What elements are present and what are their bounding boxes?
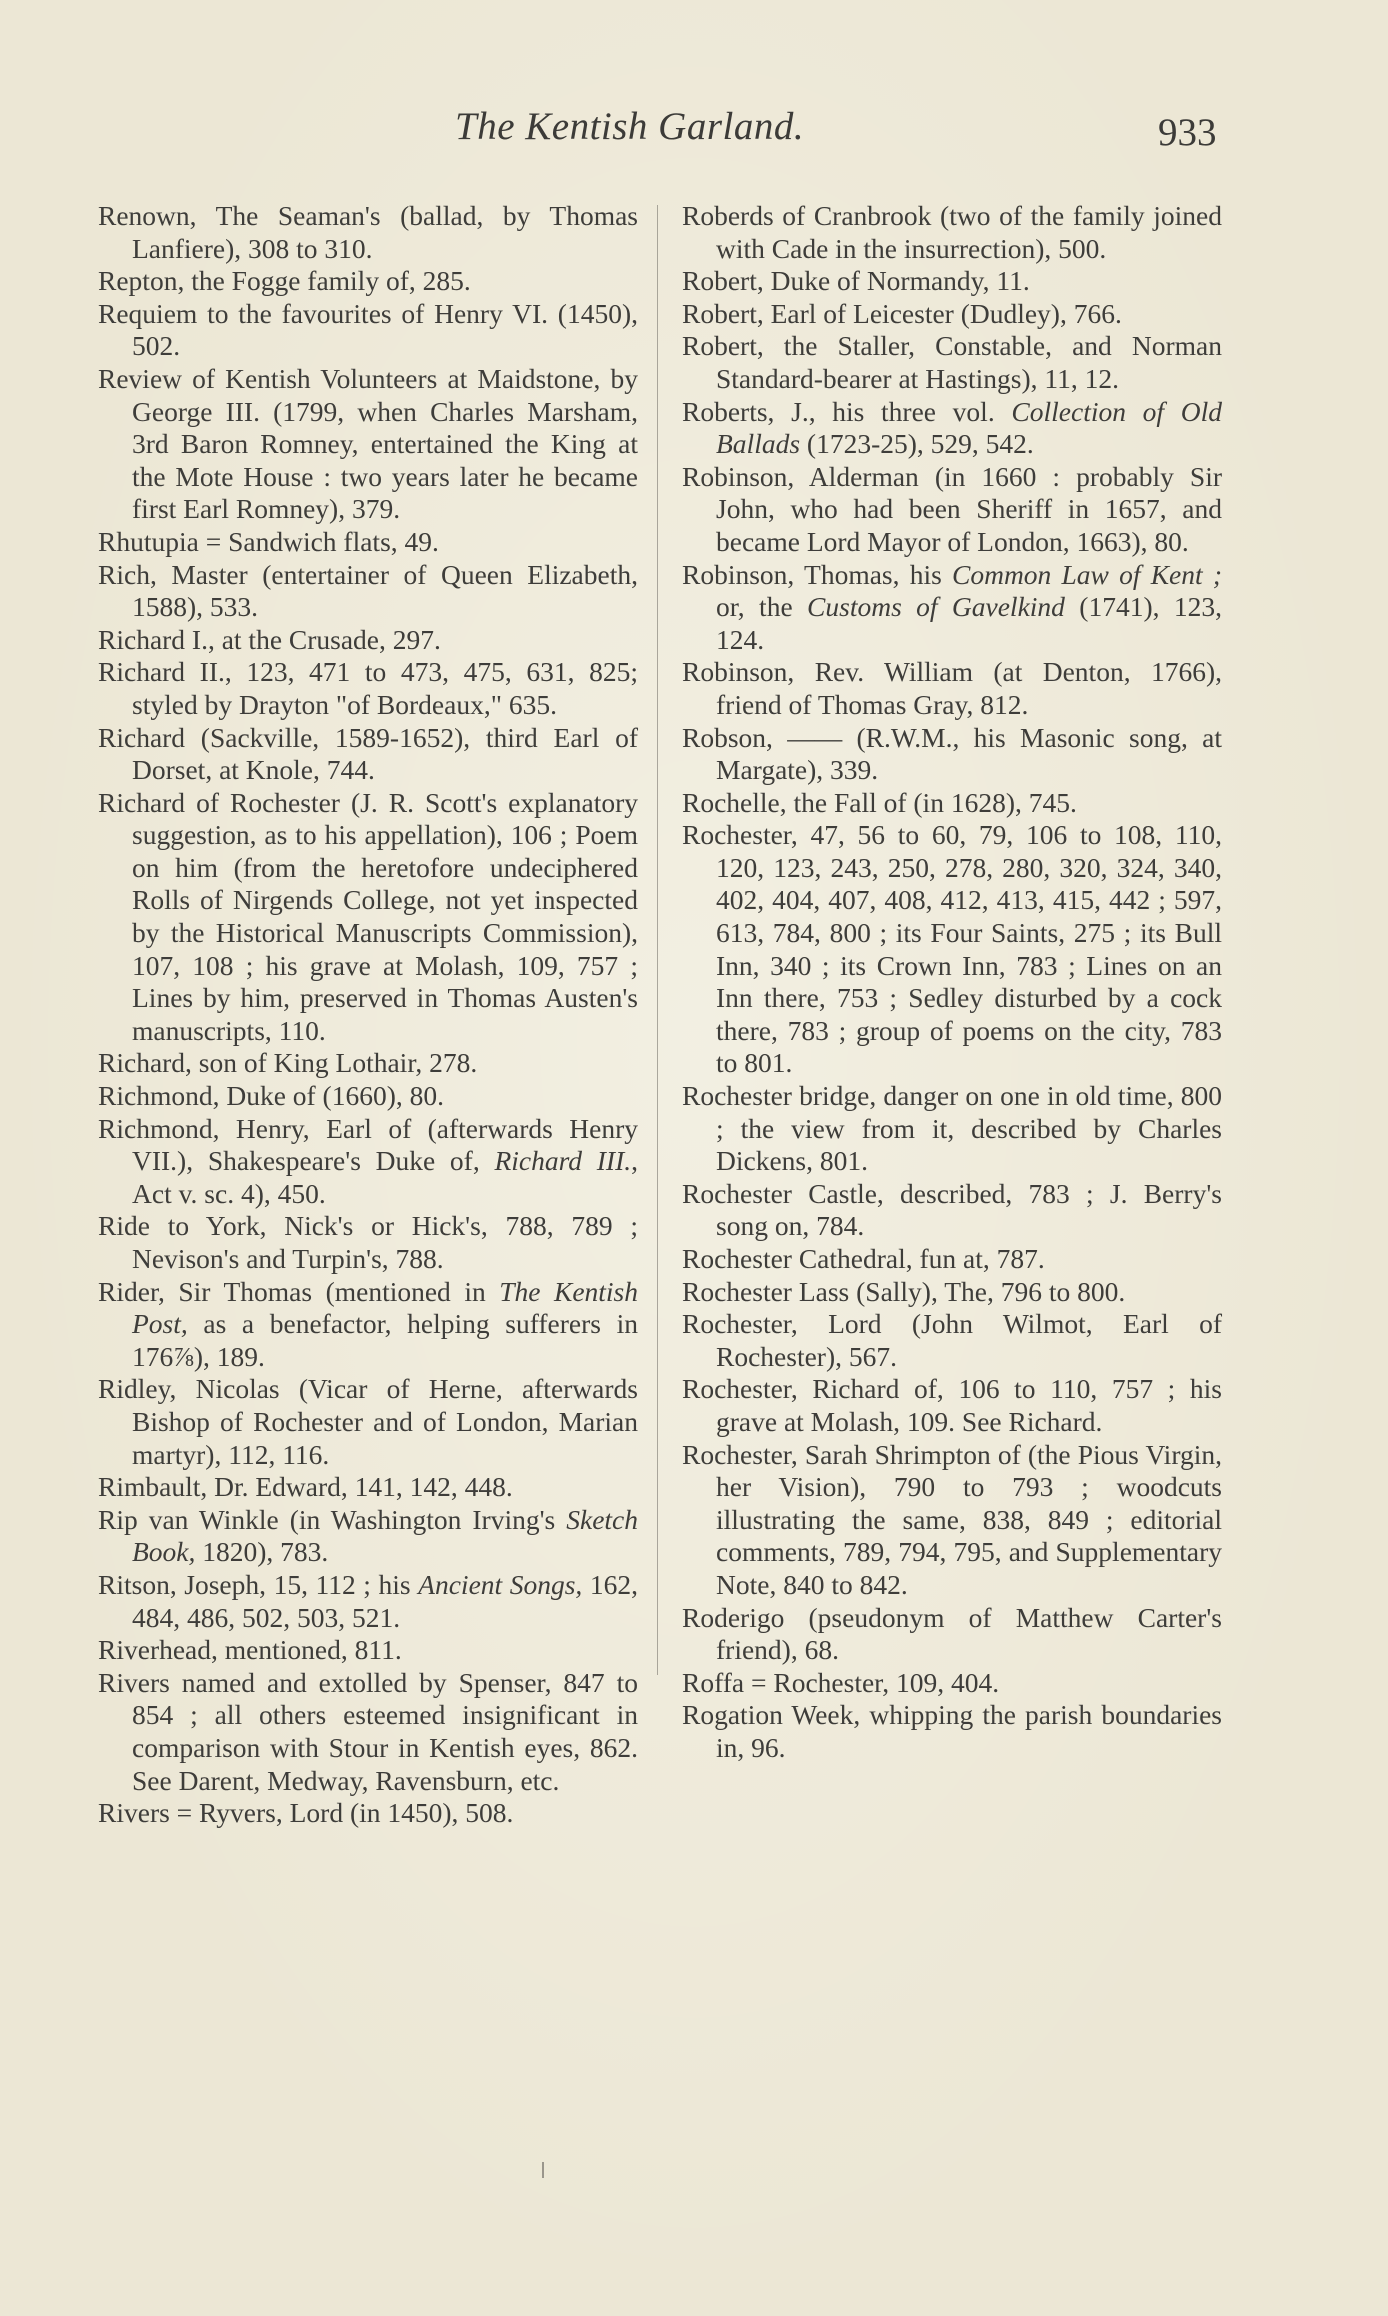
index-entry: Requiem to the favourites of Henry VI. (1450), 502. [98, 297, 638, 362]
running-title: The Kentish Garland. [455, 105, 805, 148]
index-entry: Rochester, Sarah Shrimpton of (the Pious Virgin, her Vision), 790 to 793 ; woodcuts illustrating the same, 838, 849 ; editorial comments, 789, 794, 795, and Supplementary Note, 840 to 842. [682, 1438, 1222, 1600]
entry-text: Ritson, Joseph, 15, 112 ; his [98, 1568, 419, 1600]
index-entry: Rochester bridge, danger on one in old time, 800 ; the view from it, described by Charles Dickens, 801. [682, 1080, 1222, 1177]
index-entry: Ride to York, Nick's or Hick's, 788, 789 ; Nevison's and Turpin's, 788. [98, 1210, 638, 1274]
entry-text: Rider, Sir Thomas (mentioned in [98, 1275, 500, 1307]
index-entry: Rivers = Ryvers, Lord (in 1450), 508. [98, 1797, 514, 1829]
index-entry [98, 1504, 638, 1569]
entry-title-italic: Common Law of Kent ; [952, 558, 1222, 590]
index-entry: Robson, —— (R.W.M., his Masonic song, at Margate), 339. [682, 721, 1222, 786]
index-entry: Rich, Master (entertainer of Queen Elizabeth, 1588), 533. [98, 558, 638, 623]
entry-text: Roberts, J., his three vol. [682, 395, 1012, 427]
index-entry: Robert, the Staller, Constable, and Norman Standard-bearer at Hastings), 11, 12. [682, 330, 1222, 394]
entry-title-italic: Ancient Songs, [418, 1568, 583, 1600]
index-entry: Richmond, Duke of (1660), 80. [98, 1080, 444, 1112]
entry-text: Robinson, Thomas, his [682, 558, 952, 590]
entry-title-italic: The Kentish Post, [132, 1275, 639, 1340]
footer-mark [542, 2162, 544, 2178]
index-entry: Rhutupia = Sandwich flats, 49. [98, 525, 439, 557]
entry-title-italic: Customs of Gavelkind [807, 591, 1065, 623]
entry-title-italic: Collection of Old Ballads [716, 395, 1222, 460]
index-entry [98, 1113, 638, 1211]
entry-text: or, the [716, 591, 808, 623]
index-entry: Rochester, 47, 56 to 60, 79, 106 to 108, 110, 120, 123, 243, 250, 278, 280, 320, 324, 340, 402, 404, 407, 408, 412, 413, 415, 442 ; 597, 613, 784, 800 ; its Four Saints, 275 ; its Bull Inn, 340 ; its Crown Inn, 783 ; Lines on an Inn there, 753 ; Sedley disturbed by a cock there, 783 ; group of poems on the city, 783 to 801. [682, 819, 1222, 1079]
index-entry: Rochester Lass (Sally), The, 796 to 800. [682, 1275, 1126, 1307]
index-entry: Review of Kentish Volunteers at Maidstone, by George III. (1799, when Charles Marsham, 3rd Baron Romney, entertained the King at the Mote House : two years later he became first Earl Romney), 379. [98, 362, 638, 525]
index-entry: Richard (Sackville, 1589-1652), third Earl of Dorset, at Knole, 744. [98, 721, 638, 786]
index-entry [98, 1569, 638, 1634]
entry-text: (1723-25), 529, 542. [800, 428, 1034, 460]
index-entry: Robert, Duke of Normandy, 11. [682, 265, 1030, 297]
index-entry [682, 396, 1222, 461]
index-entry: Rogation Week, whipping the parish boundaries in, 96. [682, 1699, 1222, 1763]
index-entry: Ridley, Nicolas (Vicar of Herne, afterwards Bishop of Rochester and of London, Marian martyr), 112, 116. [98, 1373, 638, 1470]
index-entry: Roberds of Cranbrook (two of the family joined with Cade in the insurrection), 500. [682, 200, 1222, 264]
index-entry: Rochester, Lord (John Wilmot, Earl of Rochester), 567. [682, 1308, 1222, 1372]
index-entry: Richard II., 123, 471 to 473, 475, 631, 825; styled by Drayton "of Bordeaux," 635. [98, 656, 638, 720]
entry-text: 162, 484, 486, 502, 503, 521. [132, 1568, 639, 1633]
entry-text: Rip van Winkle (in Washington Irving's [98, 1503, 567, 1535]
entry-text: as a benefactor, helping sufferers in 176⅞), 189. [132, 1308, 638, 1372]
index-entry: Richard, son of King Lothair, 278. [98, 1047, 478, 1079]
entry-text: Richmond, Henry, Earl of (afterwards Henry VII.), Shakespeare's Duke of, [98, 1112, 638, 1177]
index-entry: Roffa = Rochester, 109, 404. [682, 1666, 1000, 1698]
index-entry: Repton, the Fogge family of, 285. [98, 265, 471, 297]
index-entry: Riverhead, mentioned, 811. [98, 1634, 402, 1666]
index-entry: Rochester Castle, described, 783 ; J. Berry's song on, 784. [682, 1177, 1222, 1242]
index-entry: Robert, Earl of Leicester (Dudley), 766. [682, 297, 1122, 329]
page-number: 933 [1158, 111, 1217, 154]
index-entry: Rimbault, Dr. Edward, 141, 142, 448. [98, 1471, 513, 1503]
index-entry [98, 1276, 638, 1374]
index-entry: Rivers named and extolled by Spenser, 847 to 854 ; all others esteemed insignificant in comparison with Stour in Kentish eyes, 862. See Darent, Medway, Ravensburn, etc. [98, 1666, 638, 1796]
entry-text: 1820), 783. [195, 1536, 329, 1568]
index-entry: Rochester Cathedral, fun at, 787. [682, 1243, 1045, 1274]
entry-text: , Act v. sc. 4), 450. [132, 1145, 638, 1209]
index-entry: Roderigo (pseudonym of Matthew Carter's friend), 68. [682, 1601, 1222, 1666]
index-column-left [98, 200, 638, 1830]
entry-title-italic: Richard III. [494, 1145, 632, 1177]
index-entry: Renown, The Seaman's (ballad, by Thomas Lanfiere), 308 to 310. [98, 200, 638, 264]
index-entry: Rochester, Richard of, 106 to 110, 757 ; his grave at Molash, 109. See Richard. [682, 1373, 1222, 1437]
index-entry: Richard I., at the Crusade, 297. [98, 623, 441, 655]
column-divider [657, 205, 658, 1675]
entry-text: (1741), 123, 124. [716, 591, 1222, 655]
index-entry [682, 559, 1222, 657]
index-entry: Robinson, Alderman (in 1660 : probably Sir John, who had been Sheriff in 1657, and became Lord Mayor of London, 1663), 80. [682, 460, 1222, 557]
index-entry: Rochelle, the Fall of (in 1628), 745. [682, 786, 1077, 818]
index-column-right [682, 200, 1222, 1765]
index-entry: Robinson, Rev. William (at Denton, 1766), friend of Thomas Gray, 812. [682, 656, 1222, 720]
index-entry: Richard of Rochester (J. R. Scott's explanatory suggestion, as to his appellation), 106 ; Poem on him (from the heretofore undeciphered Rolls of Nirgends College, not yet inspected by the Historical Manuscripts Commission), 107, 108 ; his grave at Molash, 109, 757 ; Lines by him, preserved in Thomas Austen's manuscripts, 110. [98, 786, 638, 1046]
entry-title-italic: Sketch Book, [132, 1503, 638, 1568]
